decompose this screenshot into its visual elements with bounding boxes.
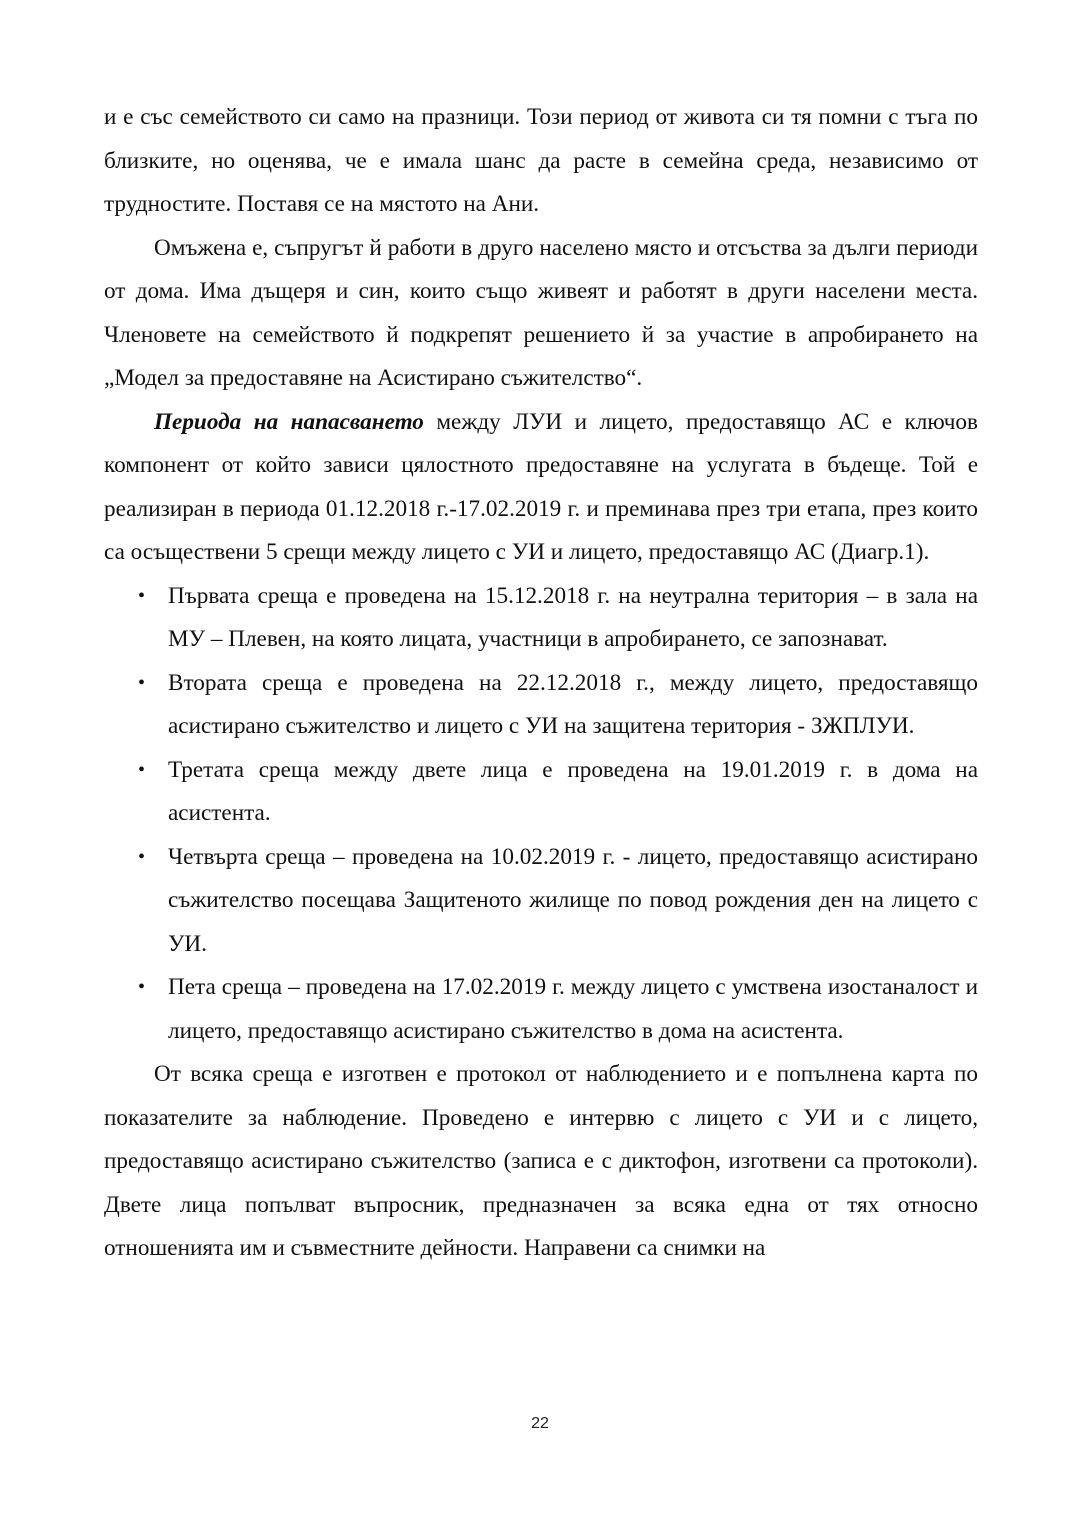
adaptation-period-text: между ЛУИ и лицето, предоставящо АС е ключов компонент от който зависи цялостното предоставяне на услугата в бъдеще. Той е реализиран в периода 01.12.2018 г.-17.02.2019 г. и преминава през три етапа, през които са осъществени 5 срещи между лицето с УИ и лицето, предоставящо АС (Диагр.1). — [104, 408, 978, 565]
meeting-text: Пета среща – проведена на 17.02.2019 г. между лицето с умствена изостаналост и лицето, предоставящо асистирано съжителство в дома на асистента. — [168, 974, 978, 1044]
bullet-icon: • — [138, 758, 146, 781]
paragraph-protocols: От всяка среща е изготвен е протокол от наблюдението и е попълнена карта по показателите за наблюдение. Проведено е интервю с лицето с УИ и с лицето, предоставящо асистирано съжителство (записа е с диктофон, изготвени са протоколи). Двете лица попълват въпросник, предназначен за всяка една от тях относно отношенията им и съвместните дейности. Направени са снимки на — [104, 1061, 978, 1261]
meeting-text: Първата среща е проведена на 15.12.2018 г. на неутрална територия – в зала на МУ – Плевен, на която лицата, участници в апробирането, се запознават. — [168, 582, 978, 652]
bullet-icon: • — [138, 976, 146, 998]
adaptation-period-term: Периода на напасването — [154, 408, 424, 435]
meetings-list — [104, 575, 978, 1054]
list-item — [104, 749, 978, 836]
paragraph-marriage: Омъжена е, съпругът й работи в друго населено място и отсъства за дълги периоди от дома. Има дъщеря и син, които също живеят и работят в други населени места. Членовете на семейството й подкрепят решението й за участие в апробирането на „Модел за предоставяне на Асистирано съжителство“. — [104, 234, 978, 391]
list-item — [104, 575, 978, 662]
meeting-text: Втората среща е проведена на 22.12.2018 г., между лицето, предоставящо асистирано съжителство и лицето с УИ на защитена територия - ЗЖПЛУИ. — [168, 669, 978, 739]
page-number: 22 — [531, 1415, 549, 1432]
meeting-text: Третата среща между двете лица е проведена на 19.01.2019 г. в дома на асистента. — [168, 756, 978, 826]
paragraph-family-intro: и е със семейството си само на празници. Този период от живота си тя помни с тъга по близките, но оценява, че е имала шанс да расте в семейна среда, независимо от трудностите. Поставя се на мястото на Ани. — [104, 104, 978, 217]
bullet-icon: • — [138, 584, 146, 607]
list-item — [104, 662, 978, 749]
page-body — [104, 96, 978, 1271]
meeting-text: Четвърта среща – проведена на 10.02.2019 г. - лицето, предоставящо асистирано съжителство посещава Защитеното жилище по повод рождения ден на лицето с УИ. — [168, 843, 978, 957]
bullet-icon: • — [138, 845, 146, 868]
paragraph-adaptation-period — [104, 401, 978, 575]
bullet-icon: • — [138, 671, 146, 694]
list-item — [104, 836, 978, 967]
list-item — [104, 966, 978, 1053]
